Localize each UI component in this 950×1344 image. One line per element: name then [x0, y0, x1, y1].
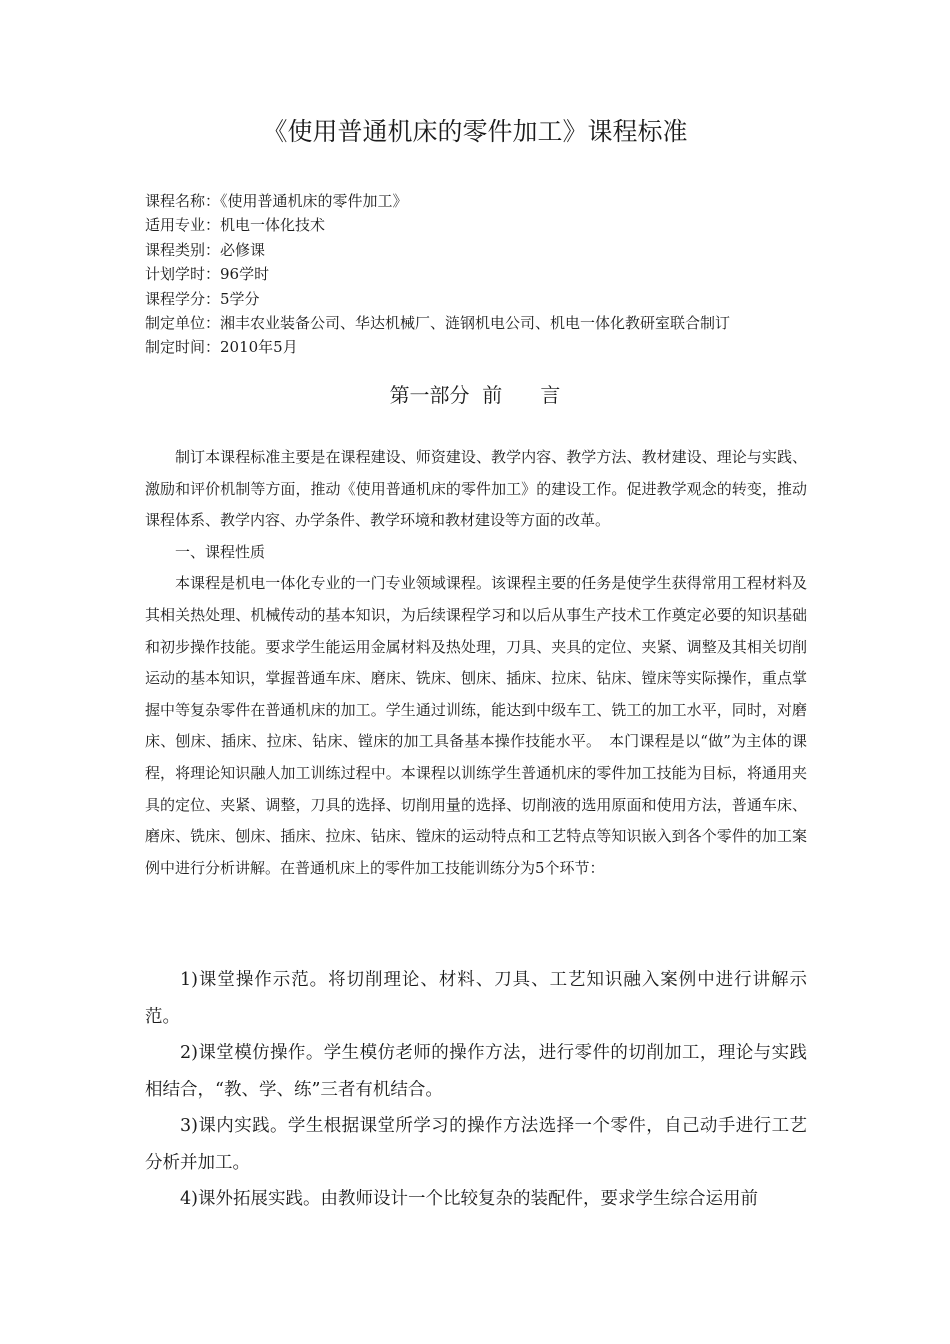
meta-major: 适用专业：机电一体化技术 — [145, 216, 326, 235]
meta-category: 课程类别：必修课 — [145, 240, 266, 259]
training-steps-list — [145, 962, 807, 1218]
meta-date: 制定时间：2010年5月 — [145, 338, 298, 357]
meta-organization: 制定单位：湘丰农业装备公司、华达机械厂、涟钢机电公司、机电一体化教研室联合制订 — [145, 314, 731, 333]
list-item: 1)课堂操作示范。将切削理论、材料、刀具、工艺知识融入案例中进行讲解示范。 — [145, 970, 807, 1027]
paragraph-course-nature: 本课程是机电一体化专业的一门专业领域课程。该课程主要的任务是使学生获得常用工程材料及其相关热处理、机械传动的基本知识，为后续课程学习和以后从事生产技术工作奠定必要的知识基础和初步操作技能。要求学生能运用金属材料及热处理，刀具、夹具的定位、夹紧、调整及其相关切削运动的基本知识，掌握普通车床、磨床、铣床、刨床、插床、拉床、钻床、镗床等实际操作，重点掌握中等复杂零件在普通机床的加工。学生通过训练，能达到中级车工、铣工的加工水平，同时，对磨床、刨床、插床、拉床、钻床、镗床的加工具备基本操作技能水平。 本门课程是以“做”为主体的课程，将理论知识融人加工训练过程中。本课程以训练学生普通机床的零件加工技能为目标，将通用夹具的定位、夹紧、调整，刀具的选择、切削用量的选择、切削液的选用原面和使用方法，普通车床、磨床、铣床、刨床、插床、拉床、钻床、镗床的运动特点和工艺特点等知识嵌入到各个零件的加工案例中进行分析讲解。在普通机床上的零件加工技能训练分为5个环节： — [145, 574, 807, 877]
list-item: 2)课堂模仿操作。学生模仿老师的操作方法，进行零件的切削加工，理论与实践相结合，“教、学、练”三者有机结合。 — [145, 1043, 807, 1100]
body-text — [145, 442, 807, 884]
meta-hours: 计划学时：96学时 — [145, 265, 270, 284]
list-item: 3)课内实践。学生根据课堂所学习的操作方法选择一个零件，自己动手进行工艺分析并加工。 — [145, 1116, 807, 1173]
document-title: 《使用普通机床的零件加工》课程标准 — [262, 117, 688, 146]
meta-credits: 课程学分：5学分 — [145, 289, 260, 308]
paragraph-intro: 制订本课程标准主要是在课程建设、师资建设、教学内容、教学方法、教材建设、理论与实践、激励和评价机制等方面，推动《使用普通机床的零件加工》的建设工作。促进教学观念的转变，推动课程体系、教学内容、办学条件、教学环境和教材建设等方面的改革。 — [145, 448, 807, 530]
meta-course-name: 课程名称：《使用普通机床的零件加工》 — [145, 192, 408, 210]
subsection-heading: 一、课程性质 — [175, 542, 266, 561]
section-heading: 第一部分 前 言 — [389, 383, 561, 407]
list-item: 4)课外拓展实践。由教师设计一个比较复杂的装配件，要求学生综合运用前 — [180, 1189, 758, 1209]
course-meta — [145, 189, 825, 360]
